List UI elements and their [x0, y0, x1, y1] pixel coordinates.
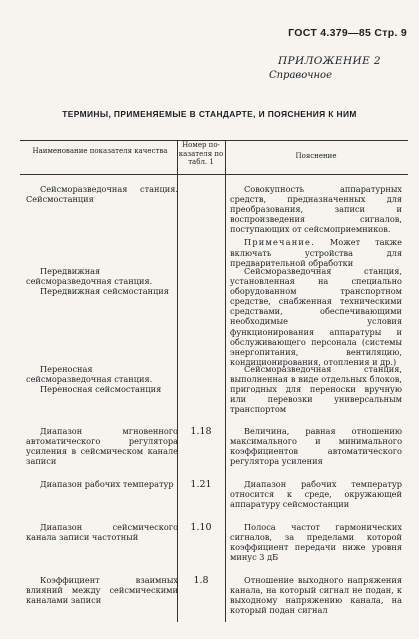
- table-row-1-explanation: Совокупность аппаратурных средств, предназначенных для преобразования, записи и воспроизведения сигналов, поступающих от сейсмоприемников. Примечание. Может также включать устройства для предварительной обработки: [230, 184, 403, 268]
- table-row-7-name: Коэффициент взаимных влияний между сейсмическими каналами записи: [26, 575, 178, 606]
- column-header-name: Наименование показателя качества: [32, 147, 168, 155]
- table-row-3-name: Переносная сейсморазведочная станция. Переносная сейсмостанция: [26, 364, 162, 395]
- terms-table: [20, 140, 408, 622]
- table-row-6-number: 1.10: [190, 522, 212, 533]
- table-row-4-name: Диапазон мгновенного автоматического регулятора усиления в сейсмическом канале записи: [26, 426, 178, 467]
- page-number: Стр. 9: [374, 27, 407, 39]
- table-row-3-explanation: Сейсморазведочная станция, выполненная в виде отдельных блоков, пригодных для переноски вручную или перевозки универсальным транспортом: [230, 364, 402, 415]
- document-title: ТЕРМИНЫ, ПРИМЕНЯЕМЫЕ В СТАНДАРТЕ, И ПОЯСНЕНИЯ К НИМ: [62, 109, 357, 119]
- table-row-6-explanation: Полоса частот гармонических сигналов, за пределами которой коэффициент передачи ниже уровня минус 3 дБ: [230, 522, 402, 563]
- column-header-explanation: Пояснение: [295, 152, 337, 160]
- table-row-2-name: Передвижная сейсморазведочная станция. Передвижная сейсмостанция: [26, 266, 169, 297]
- table-row-2-explanation: Сейсморазведочная станция, установленная на специально оборудованном транспортном средстве, снабженная техническими средствами, обеспечивающими необходимые условия функционирования аппаратуры и обслуживающего персонала (системы энергопитания, вентиляцию, кондиционирования, отопления и др.): [230, 266, 402, 367]
- table-row-7-number: 1.8: [193, 575, 209, 586]
- header-bottom-border: [20, 174, 408, 175]
- appendix-title: ПРИЛОЖЕНИЕ 2: [277, 55, 381, 67]
- table-row-4-explanation: Величина, равная отношению максимального и минимального коэффициентов автоматического регулятора усиления: [230, 426, 402, 467]
- table-row-5-name: Диапазон рабочих температур: [40, 479, 174, 489]
- table-row-6-name: Диапазон сейсмического канала записи частотный: [26, 522, 178, 543]
- table-row-4-number: 1.18: [190, 426, 212, 437]
- table-row-7-explanation: Отношение выходного напряжения канала, на который сигнал не подан, к выходному напряжению канала, на который подан сигнал: [230, 575, 402, 616]
- standard-number: ГОСТ 4.379—85: [288, 27, 372, 39]
- table-row-5-number: 1.21: [190, 479, 212, 490]
- column-header-number: Номер по-казателя по табл. 1: [178, 141, 224, 166]
- page-header: [288, 27, 407, 39]
- column-divider-2: [225, 140, 226, 622]
- table-row-1-name: Сейсморазведочная станция. Сейсмостанция: [26, 184, 178, 205]
- appendix-subtitle: Справочное: [268, 70, 332, 81]
- table-row-5-explanation: Диапазон рабочих температур относится к среде, окружающей аппаратуру сейсмостанции: [230, 479, 402, 510]
